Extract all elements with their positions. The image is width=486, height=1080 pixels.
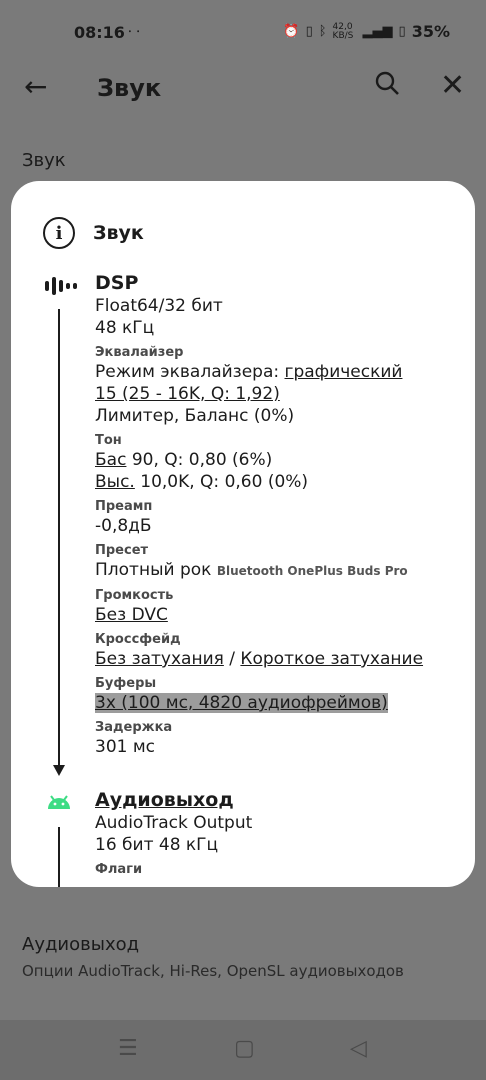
vibrate-icon: ▯ — [305, 24, 313, 39]
close-icon[interactable]: ✕ — [440, 68, 466, 103]
eq-mode-link[interactable]: графический — [284, 362, 403, 382]
signal-icon: ▂▄▆ — [362, 24, 393, 39]
status-bar — [0, 0, 486, 62]
buffers-row — [95, 692, 465, 714]
preset-device: Bluetooth OnePlus Buds Pro — [216, 564, 408, 578]
battery-level: 35% — [411, 22, 450, 41]
bass-row — [95, 449, 465, 471]
timeline-line — [58, 309, 60, 769]
crossfade-link-none[interactable]: Без затухания — [95, 649, 224, 669]
audio-output-format: 16 бит 48 кГц — [95, 835, 219, 855]
bg-audio-output-subtitle: Опции AudioTrack, Hi-Res, OpenSL аудиовыходов — [22, 962, 404, 980]
app-bar — [0, 62, 486, 122]
info-icon: i — [43, 217, 75, 249]
audio-output-device: AudioTrack Output — [95, 813, 253, 833]
treble-row — [95, 471, 465, 493]
bg-audio-output-setting[interactable]: Аудиовыход — [22, 934, 140, 955]
treble-value: 10,0K, Q: 0,60 (0%) — [134, 472, 309, 492]
sound-info-dialog — [11, 181, 475, 887]
crossfade-separator: / — [223, 649, 241, 669]
crossfade-link-short[interactable]: Короткое затухание — [240, 649, 424, 669]
bluetooth-icon: ᛒ — [318, 24, 327, 39]
volume-link[interactable]: Без DVC — [95, 605, 168, 625]
flags-label: Флаги — [95, 862, 143, 877]
status-icons — [283, 22, 450, 41]
net-speed: 42,0 KB/S — [332, 21, 354, 41]
timeline-arrow-icon — [53, 765, 65, 776]
eq-mode-row — [95, 361, 465, 383]
dialog-header — [43, 217, 144, 249]
audio-output-title[interactable]: Аудиовыход — [95, 789, 234, 811]
volume-row — [95, 604, 465, 626]
dsp-title: DSP — [95, 272, 139, 294]
back-arrow-icon[interactable]: ← — [24, 70, 48, 103]
dsp-waveform-icon — [45, 277, 77, 295]
android-icon — [46, 794, 72, 810]
crossfade-row — [95, 648, 465, 670]
bg-sound-setting[interactable]: Звук — [22, 150, 66, 171]
dsp-format: Float64/32 бит — [95, 296, 223, 316]
nav-back-icon[interactable]: ◁ — [350, 1036, 367, 1061]
eq-bands-row — [95, 383, 465, 405]
dsp-rate: 48 кГц — [95, 318, 155, 338]
recent-apps-icon[interactable]: ☰ — [118, 1036, 138, 1061]
latency-label: Задержка — [95, 720, 173, 735]
preset-label: Пресет — [95, 543, 149, 558]
dialog-content — [95, 271, 465, 878]
preamp-label: Преамп — [95, 499, 153, 514]
crossfade-label: Кроссфейд — [95, 632, 181, 647]
tone-label: Тон — [95, 433, 122, 448]
equalizer-label: Эквалайзер — [95, 345, 184, 360]
navigation-bar — [0, 1020, 486, 1080]
treble-link[interactable]: Выс. — [95, 472, 135, 492]
notification-dots: ⸱ ⸱ — [128, 24, 140, 40]
page-title: Звук — [97, 74, 162, 102]
preset-value: Плотный рок — [95, 560, 217, 580]
dialog-title: Звук — [93, 222, 144, 244]
eq-bands-link[interactable]: 15 (25 - 16K, Q: 1,92) — [95, 384, 280, 404]
timeline-line-audio — [58, 827, 60, 887]
eq-mode-prefix: Режим эквалайзера: — [95, 362, 285, 382]
volume-label: Громкость — [95, 588, 174, 603]
battery-icon: ▯ — [398, 24, 406, 39]
home-icon[interactable]: ▢ — [234, 1036, 255, 1061]
preset-row — [95, 559, 465, 582]
bass-link[interactable]: Бас — [95, 450, 127, 470]
buffers-label: Буферы — [95, 676, 157, 691]
search-icon[interactable] — [374, 70, 400, 103]
buffers-link[interactable]: 3x (100 мс, 4820 аудиофреймов) — [95, 693, 388, 713]
latency-value: 301 мс — [95, 737, 156, 757]
bass-value: 90, Q: 0,80 (6%) — [126, 450, 273, 470]
alarm-icon: ⏰ — [283, 24, 300, 39]
preamp-value: -0,8дБ — [95, 516, 152, 536]
eq-extra: Лимитер, Баланс (0%) — [95, 406, 295, 426]
status-time: 08:16 — [74, 23, 125, 42]
